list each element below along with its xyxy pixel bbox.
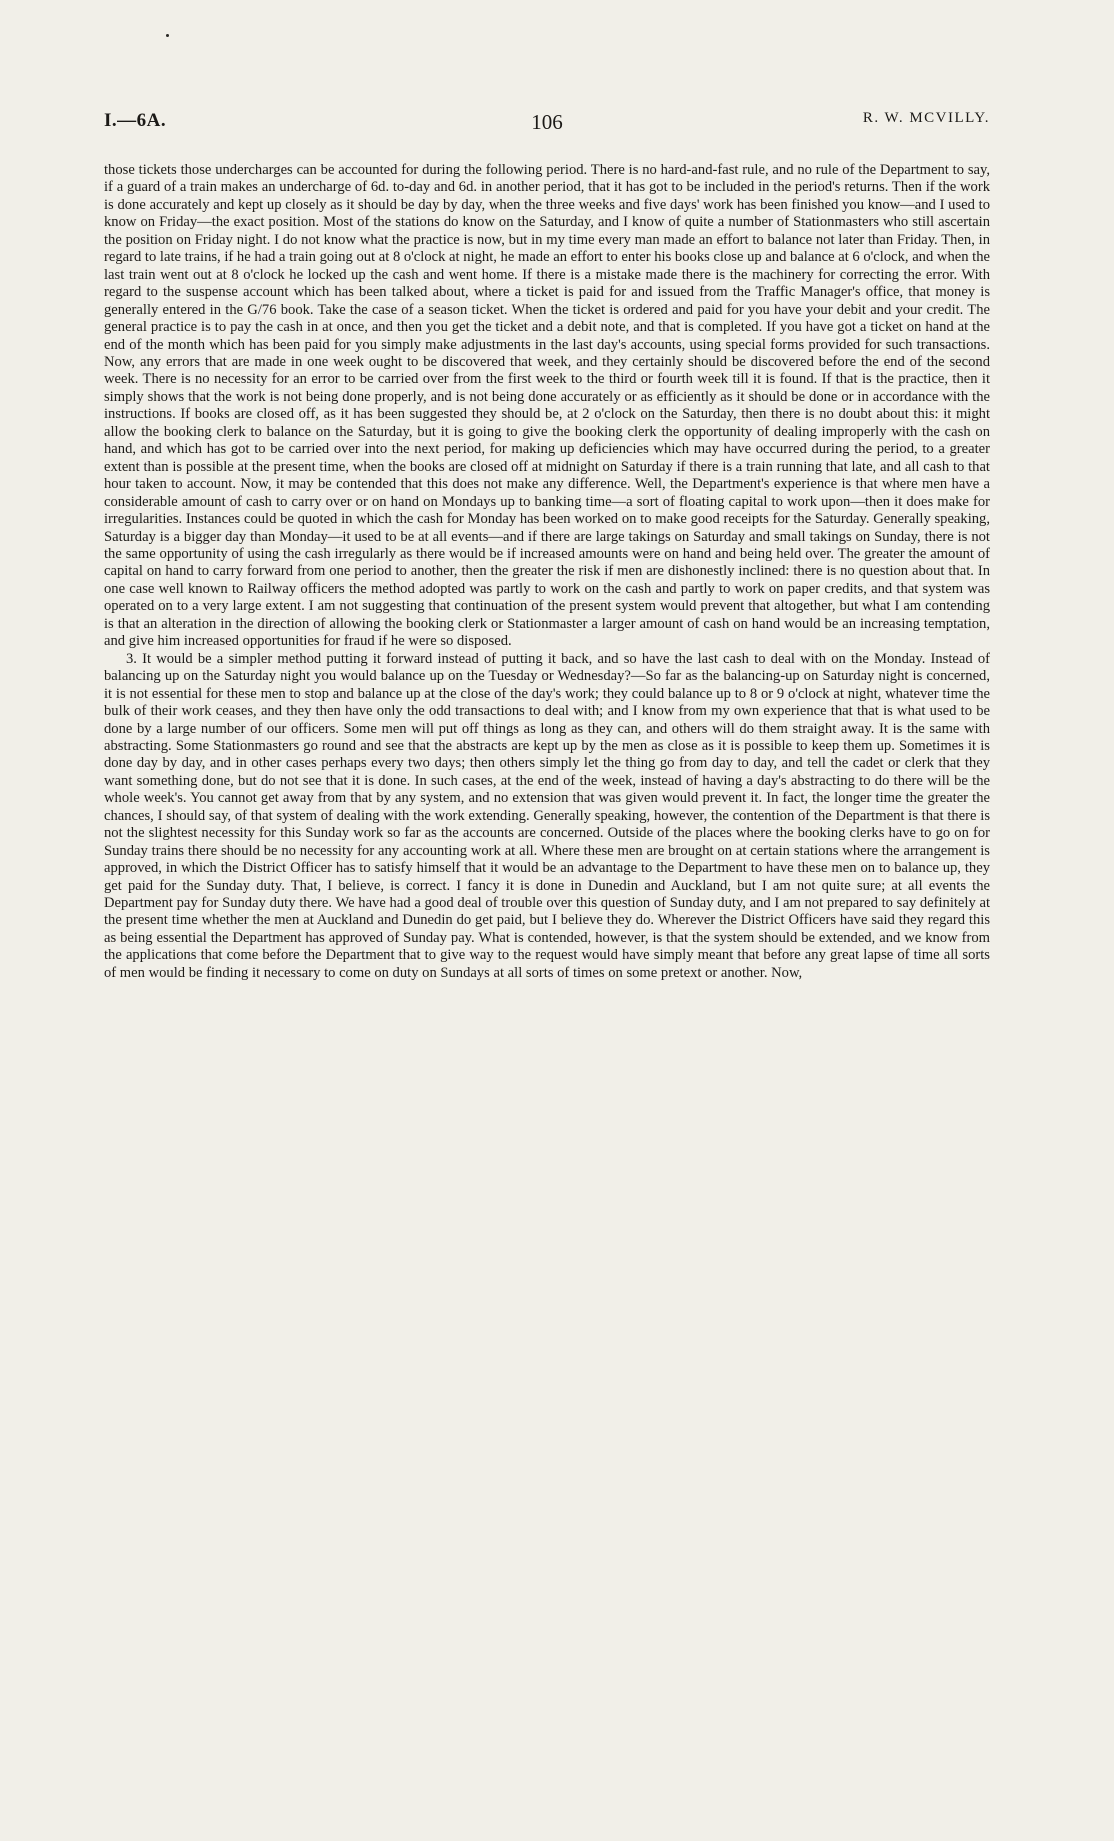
paragraph-continuation: those tickets those undercharges can be accounted for during the following period. There is no hard-and-fast rule, and no rule of the Department to say, if a guard of a train makes an undercharge of 6d. to-day and 6d. in another period, that it has got to be included in the period's returns. Then if the work is done accurately and kept up closely as it should be day by day, when the three weeks and five days' work has been finished you know—and I used to know on Friday—the exact position. Most of the stations do know on the Saturday, and I know of quite a number of Stationmasters who still ascertain the position on Friday night. I do not know what the practice is now, but in my time every man made an effort to balance not later than Friday. Then, in regard to late trains, if he had a train going out at 8 o'clock at night, he made an effort to enter his books close up and balance at 6 o'clock, and when the last train went out at 8 o'clock he locked up the cash and went home. If there is a mistake made there is the machinery for correcting the error. With regard to the suspense account which has been talked about, where a ticket is paid for and issued from the Traffic Manager's office, that money is generally entered in the G/76 book. Take the case of a season ticket. When the ticket is ordered and paid for you have your debit and your credit. The general practice is to pay the cash in at once, and then you get the ticket and a debit note, and that is completed. If you have got a ticket on hand at the end of the month which has been paid for you simply make adjustments in the last day's accounts, using special forms provided for such transactions. Now, any errors that are made in one week ought to be discovered that week, and they certainly should be discovered before the end of the second week. There is no necessity for an error to be carried over from the first week to the third or fourth week till it is found. If that is the practice, then it simply shows that the work is not being done properly, and is not being done accurately or as efficiently as it should be done or in accordance with the instructions. If books are closed off, as it has been suggested they should be, at 2 o'clock on the Saturday, then there is no doubt about this: it might allow the booking clerk to balance on the Saturday, but it is going to give the booking clerk the opportunity of dealing improperly with the cash on hand, and which has got to be carried over into the next period, for making up deficiencies which may have occurred during the period, to a greater extent than is possible at the present time, when the books are closed off at midnight on Saturday if there is a train running that late, and all cash to that hour taken to account. Now, it may be contended that this does not make any difference. Well, the Department's experience is that where men have a considerable amount of cash to carry over or on hand on Mondays up to banking time—a sort of floating capital to work upon—then it does make for irregularities. Instances could be quoted in which the cash for Monday has been worked on to make good receipts for the Saturday. Generally speaking, Saturday is a bigger day than Monday—it used to be at all events—and if there are large takings on Saturday and small takings on Sunday, there is not the same opportunity of using the cash irregularly as there would be if increased amounts were on hand and being held over. The greater the amount of capital on hand to carry forward from one period to another, then the greater the risk if men are dishonestly inclined: there is no question about that. In one case well known to Railway officers the method adopted was partly to work on the cash and partly to work on paper credits, and that system was operated on to a very large extent. I am not suggesting that continuation of the present system would prevent that altogether, but what I am contending is that an alteration in the direction of allowing the booking clerk or Stationmaster a larger amount of cash on hand would be an increasing temptation, and give him increased opportunities for fraud if he were so disposed.: [104, 162, 991, 650]
witness-name: R. W. MCVILLY.: [862, 110, 990, 126]
page-number: 106: [531, 110, 563, 134]
page-header: [104, 110, 990, 140]
paragraph-question-3: 3. It would be a simpler method putting it forward instead of putting it back, and so have the last cash to deal with on the Monday. Instead of balancing up on the Saturday night you would balance up on the Tuesday or Wednesday?—So far as the balancing-up on Saturday night is concerned, it is not essential for these men to stop and balance up at the close of the day's work; they could balance up to 8 or 9 o'clock at night, whatever time the bulk of their work ceases, and they then have only the odd transactions to deal with; and I know from my own experience that that is what used to be done by a large number of our officers. Some men will put off things as long as they can, and others will do them straight away. It is the same with abstracting. Some Stationmasters go round and see that the abstracts are kept up by the men as close as it is possible to keep them up. Sometimes it is done day by day, and in other cases perhaps every two days; then others simply let the thing go from day to day, and tell the cadet or clerk that they want something done, but do not see that it is done. In such cases, at the end of the week, instead of having a day's abstracting to do there will be the whole week's. You cannot get away from that by any system, and no extension that was given would prevent it. In fact, the longer time the greater the chances, I should say, of that system of dealing with the work extending. Generally speaking, however, the contention of the Department is that there is not the slightest necessity for this Sunday work so far as the accounts are concerned. Outside of the places where the booking clerks have to go on for Sunday trains there should be no necessity for any accounting work at all. Where these men are brought on at certain stations where the arrangement is approved, in which the District Officer has to satisfy himself that it would be an advantage to the Department to have these men on to balance up, they get paid for the Sunday duty. That, I believe, is correct. I fancy it is done in Dunedin and Auckland, but I am not quite sure; at all events the Department pay for Sunday duty there. We have had a good deal of trouble over this question of Sunday duty, and I am not prepared to say definitely at the present time whether the men at Auckland and Dunedin do get paid, but I believe they do. Wherever the District Officers have said they regard this as being essential the Department has approved of Sunday pay. What is contended, however, is that the system should be extended, and we know from the applications that come before the Department that to give way to the request would have simply meant that before any great lapse of time all sorts of men would be finding it necessary to come on duty on Sundays at all sorts of times on some pretext or another. Now,: [104, 650, 990, 981]
body-text: [104, 162, 990, 982]
ink-speck: [166, 34, 169, 37]
document-reference: I.—6A.: [104, 110, 167, 131]
